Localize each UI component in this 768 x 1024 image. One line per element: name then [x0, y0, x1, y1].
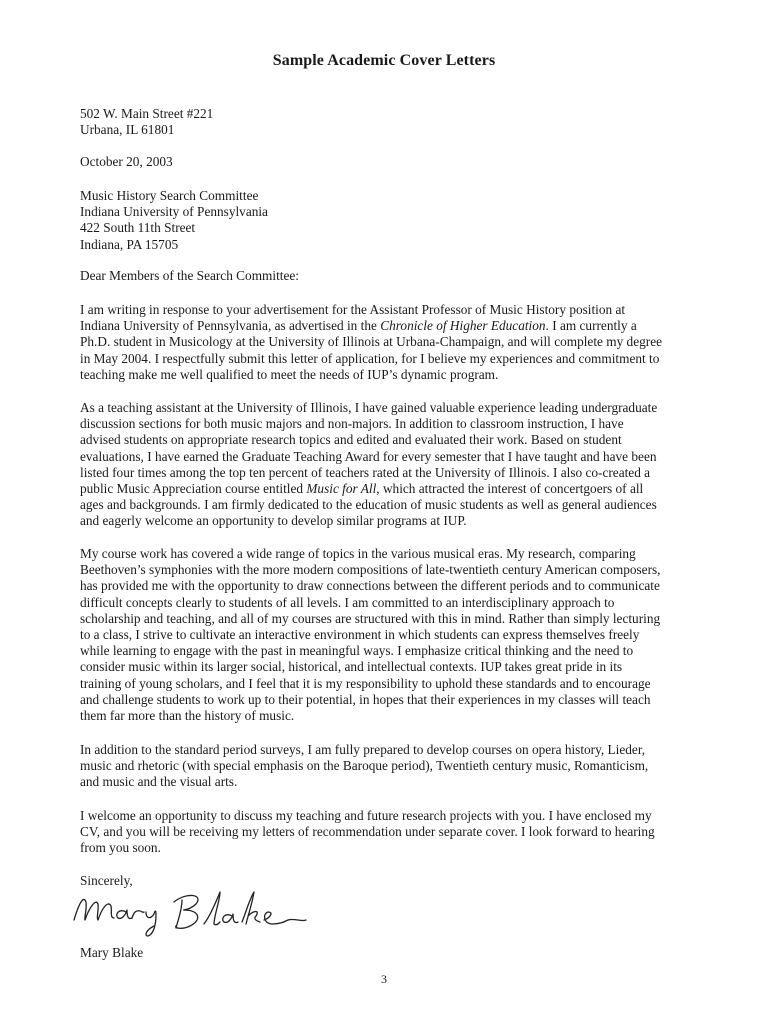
- recipient-institution: Indiana University of Pennsylvania: [80, 204, 268, 220]
- recipient-name: Music History Search Committee: [80, 188, 259, 203]
- paragraph-4: [80, 742, 700, 791]
- paragraph-line: In addition to the standard period surveys, I am fully prepared to develop courses on opera history, Lieder,: [80, 742, 646, 757]
- recipient-city: Indiana, PA 15705: [80, 236, 179, 252]
- paragraph-line: and challenge students to work up to their potential, in hopes that their experiences in my classes will teach: [80, 691, 651, 707]
- paragraph-3: [80, 546, 700, 724]
- paragraph-line: teaching make me well qualified to meet the needs of IUP’s dynamic program.: [80, 366, 499, 382]
- paragraph-line: from you soon.: [80, 840, 161, 856]
- page-title: Sample Academic Cover Letters: [272, 52, 496, 69]
- letter-date: [80, 154, 700, 170]
- paragraph-line: to a class, I strive to cultivate an interactive environment in which students can express themselves freely: [80, 627, 640, 643]
- signer-name: Mary Blake: [80, 945, 144, 960]
- salutation: [80, 268, 700, 284]
- date-text: October 20, 2003: [80, 154, 173, 169]
- closing-text: Sincerely,: [80, 873, 133, 888]
- page-number: 3: [381, 972, 387, 986]
- paragraph-line: evaluations, I have earned the Graduate Teaching Award for every semester that I have taught and have been: [80, 448, 657, 464]
- paragraph-line: while learning to engage with the past in meaningful ways. I emphasize critical thinking and the need to: [80, 643, 634, 659]
- paragraph-line: listed four times among the top ten percent of teachers rated at the University of Illinois. I also co-created a: [80, 464, 651, 480]
- paragraph-line: As a teaching assistant at the University of Illinois, I have gained valuable experience leading undergraduate: [80, 400, 658, 415]
- paragraph-line: scholarship and teaching, and all of my courses are structured with this in mind. Rather than simply lecturing: [80, 610, 661, 626]
- italic-title: Chronicle of Higher Education: [380, 318, 546, 334]
- paragraph-line: consider music within its larger social, historical, and intellectual contexts. IUP takes great pride in its: [80, 659, 623, 675]
- paragraph-line: My course work has covered a wide range of topics in the various musical eras. My research, comparing: [80, 546, 636, 561]
- paragraph-line: [80, 481, 700, 497]
- recipient-street: 422 South 11th Street: [80, 220, 196, 236]
- italic-title: Music for All: [306, 481, 377, 497]
- paragraph-line: I am writing in response to your advertisement for the Assistant Professor of Music History position at: [80, 302, 626, 317]
- paragraph-line: and eagerly welcome an opportunity to develop similar programs at IUP.: [80, 513, 467, 529]
- line-text: public Music Appreciation course entitled: [80, 481, 307, 497]
- paragraph-line: has provided me with the opportunity to draw connections between the different periods and to communicate: [80, 578, 660, 594]
- paragraph-line: Beethoven’s symphonies with the more modern compositions of late-twentieth century American composers,: [80, 562, 661, 578]
- paragraph-line: in May 2004. I respectfully submit this letter of application, for I believe my experiences and commitment to: [80, 350, 660, 366]
- paragraph-2: [80, 400, 700, 530]
- handwritten-signature: [70, 880, 330, 940]
- line-text: . I am currently a: [545, 318, 637, 334]
- paragraph-line: training of young scholars, and I feel that it is my responsibility to uphold these standards and to encourage: [80, 675, 651, 691]
- recipient-address: [80, 188, 700, 253]
- paragraph-line: ages and backgrounds. I am firmly dedicated to the education of music students as well as general audiences: [80, 497, 657, 513]
- paragraph-line: advised students on appropriate research topics and edited and evaluated their work. Based on student: [80, 432, 622, 448]
- paragraph-5: [80, 808, 700, 857]
- sender-city: Urbana, IL 61801: [80, 122, 175, 138]
- paragraph-line: discussion sections for both music majors and non-majors. In addition to classroom instruction, I have: [80, 416, 624, 432]
- paragraph-line: difficult concepts clearly to students of all levels. I am committed to an interdisciplinary approach to: [80, 594, 615, 610]
- line-text: , which attracted the interest of concertgoers of all: [376, 481, 644, 497]
- paragraph-line: music and rhetoric (with special emphasis on the Baroque period), Twentieth century music, Romanticism,: [80, 758, 649, 774]
- paragraph-line: Ph.D. student in Musicology at the University of Illinois at Urbana-Champaign, and will complete my degree: [80, 334, 662, 350]
- signer-name-block: [80, 945, 700, 961]
- paragraph-line: and music and the visual arts.: [80, 774, 238, 790]
- sender-street: 502 W. Main Street #221: [80, 106, 214, 121]
- salutation-text: Dear Members of the Search Committee:: [80, 268, 299, 283]
- paragraph-line: them far more than the history of music.: [80, 708, 295, 724]
- paragraph-line: I welcome an opportunity to discuss my teaching and future research projects with you. I have enclosed my: [80, 808, 652, 823]
- line-text: Indiana University of Pennsylvania, as advertised in the: [80, 318, 381, 334]
- paragraph-1: [80, 302, 700, 383]
- signature-drawing: [70, 880, 330, 940]
- sender-address: [80, 106, 700, 138]
- paragraph-line: CV, and you will be receiving my letters of recommendation under separate cover. I look forward to hearing: [80, 824, 655, 840]
- paragraph-line: [80, 318, 700, 334]
